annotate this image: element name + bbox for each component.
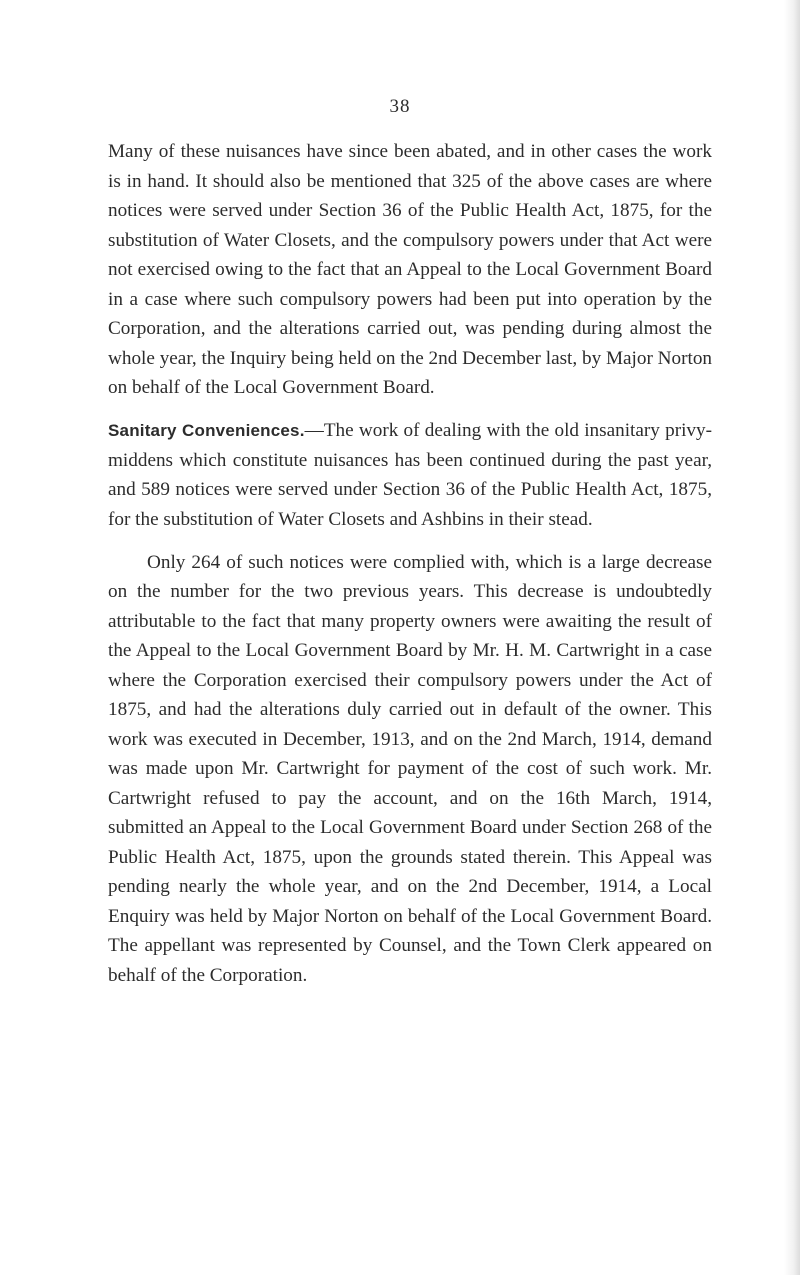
page-edge-shadow [784, 0, 800, 1275]
section-heading-sanitary-conveniences: Sanitary Conveniences. [108, 421, 305, 440]
page-number: 38 [389, 96, 411, 117]
paragraph-notices-complied [108, 548, 712, 991]
paragraph-sanitary-conveniences [108, 416, 712, 534]
paragraph-nuisances-abated [108, 137, 712, 403]
body-text [108, 137, 712, 990]
paragraph-text: Many of these nuisances have since been abated, and in other cases the work is in hand. It should also be mentioned that 325 of the above cases are where notices were served under Section 36 of the Public Health Act, 1875, for the substitution of Water Closets, and the compulsory powers under that Act were not exercised owing to the fact that an Appeal to the Local Government Board in a case where such compulsory powers had been put into operation by the Corporation, and the alterations carried out, was pending during almost the whole year, the Inquiry being held on the 2nd December last, by Major Norton on behalf of the Local Government Board. [108, 141, 713, 398]
paragraph-text: —The work of dealing with the old insanitary privy-middens which constitute nuisances has been continued during the past year, and 589 notices were served under Section 36 of the Public Health Act, 1875, for the substitution of Water Closets and Ashbins in their stead. [108, 420, 712, 530]
paragraph-text: Only 264 of such notices were complied with, which is a large decrease on the number for the two previous years. This decrease is undoubtedly attributable to the fact that many property owners were awaiting the result of the Appeal to the Local Government Board by Mr. H. M. Cartwright in a case where the Corporation exercised their compulsory powers under the Act of 1875, and had the alterations duly carried out in default of the owner. This work was executed in December, 1913, and on the 2nd March, 1914, demand was made upon Mr. Cartwright for payment of the cost of such work. Mr. Cartwright refused to pay the account, and on the 16th March, 1914, submitted an Appeal to the Local Government Board under Section 268 of the Public Health Act, 1875, upon the grounds stated therein. This Appeal was pending nearly the whole year, and on the 2nd December, 1914, a Local Enquiry was held by Major Norton on behalf of the Local Government Board. The appellant was represented by Counsel, and the Town Clerk appeared on behalf of the Corporation. [108, 551, 712, 986]
